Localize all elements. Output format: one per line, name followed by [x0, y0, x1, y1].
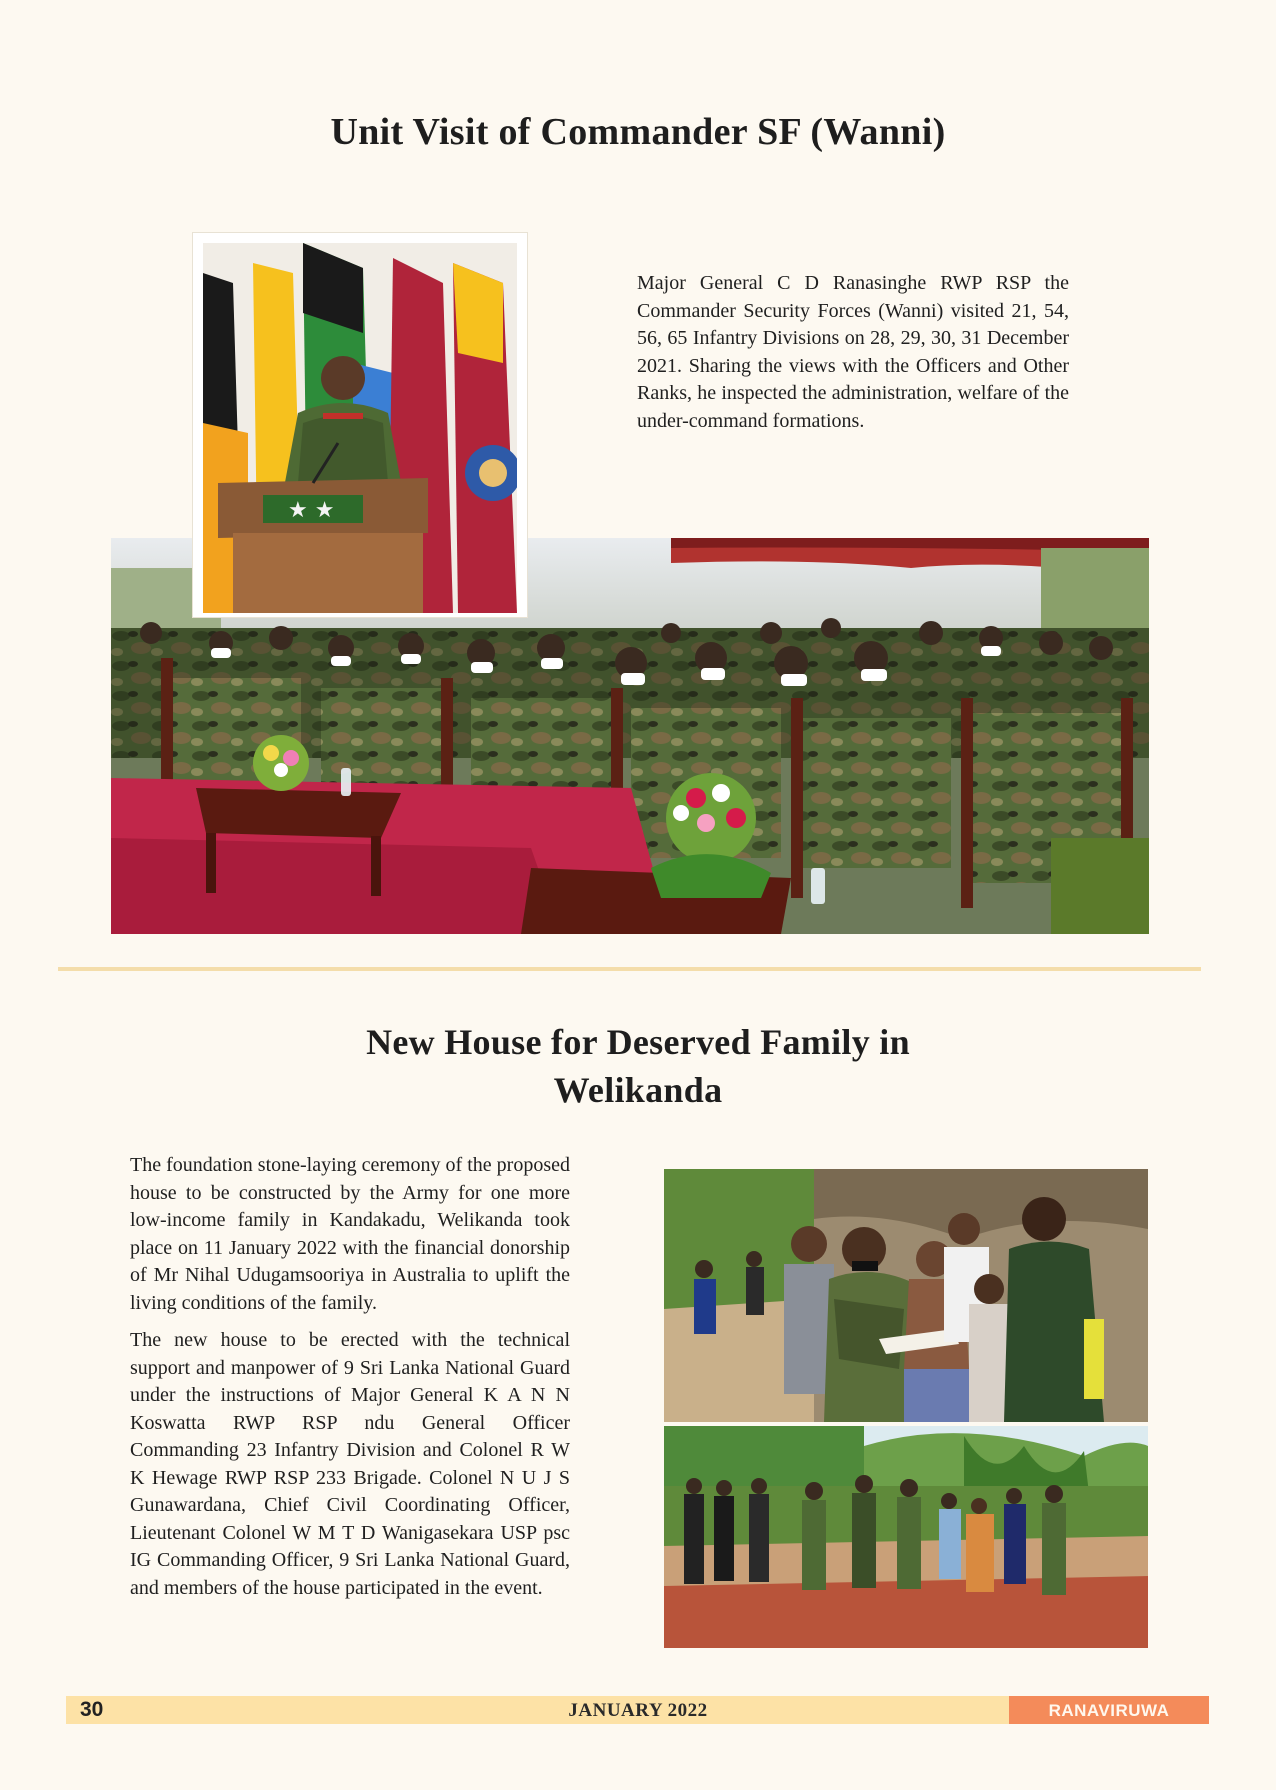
- article-body-unit-visit: Major General C D Ranasinghe RWP RSP the Commander Security Forces (Wanni) visited 21, 54, 56, 65 Infantry Divisions on 28, 29, 30, 31 December 2021. Sharing the views with the Officers and Other Ranks, he inspected the administration, welfare of the under-command formations.: [637, 272, 1069, 432]
- article-paragraph: The foundation stone-laying ceremony of the proposed house to be constructed by the Army for one more low-income family in Kandakadu, Welikanda took place on 11 January 2022 with the financial donorship of Mr Nihal Udugamsooriya in Australia to uplift the living conditions of the family.: [130, 1154, 570, 1314]
- article-title-unit-visit: Unit Visit of Commander SF (Wanni): [330, 111, 946, 153]
- article-title-new-house: New House for Deserved Family in Welikanda: [366, 1022, 910, 1110]
- podium-speaker-photo: [203, 243, 517, 613]
- issue-date: JANUARY 2022: [568, 1700, 708, 1721]
- svg-text:★ ★: ★ ★: [288, 498, 335, 523]
- magazine-name: RANAVIRUWA: [1048, 1701, 1170, 1720]
- plan-handover-photo: [664, 1169, 1148, 1422]
- article-paragraph: The new house to be erected with the technical support and manpower of 9 Sri Lanka National Guard under the instructions of Major General K A N N Koswatta RWP RSP ndu General Officer Commanding 23 Infantry Division and Colonel R W K Hewage RWP RSP 233 Brigade. Colonel N U J S Gunawardana, Chief Civil Coordinating Officer, Lieutenant Colonel W M T D Wanigasekara USP psc IG Commanding Officer, 9 Sri Lanka National Guard, and members of the house participated in the event.: [130, 1329, 570, 1599]
- page-number: 30: [80, 1698, 104, 1721]
- foundation-ceremony-photo: [664, 1426, 1148, 1648]
- section-divider: [58, 967, 1201, 971]
- article-body-new-house: [130, 1152, 570, 1602]
